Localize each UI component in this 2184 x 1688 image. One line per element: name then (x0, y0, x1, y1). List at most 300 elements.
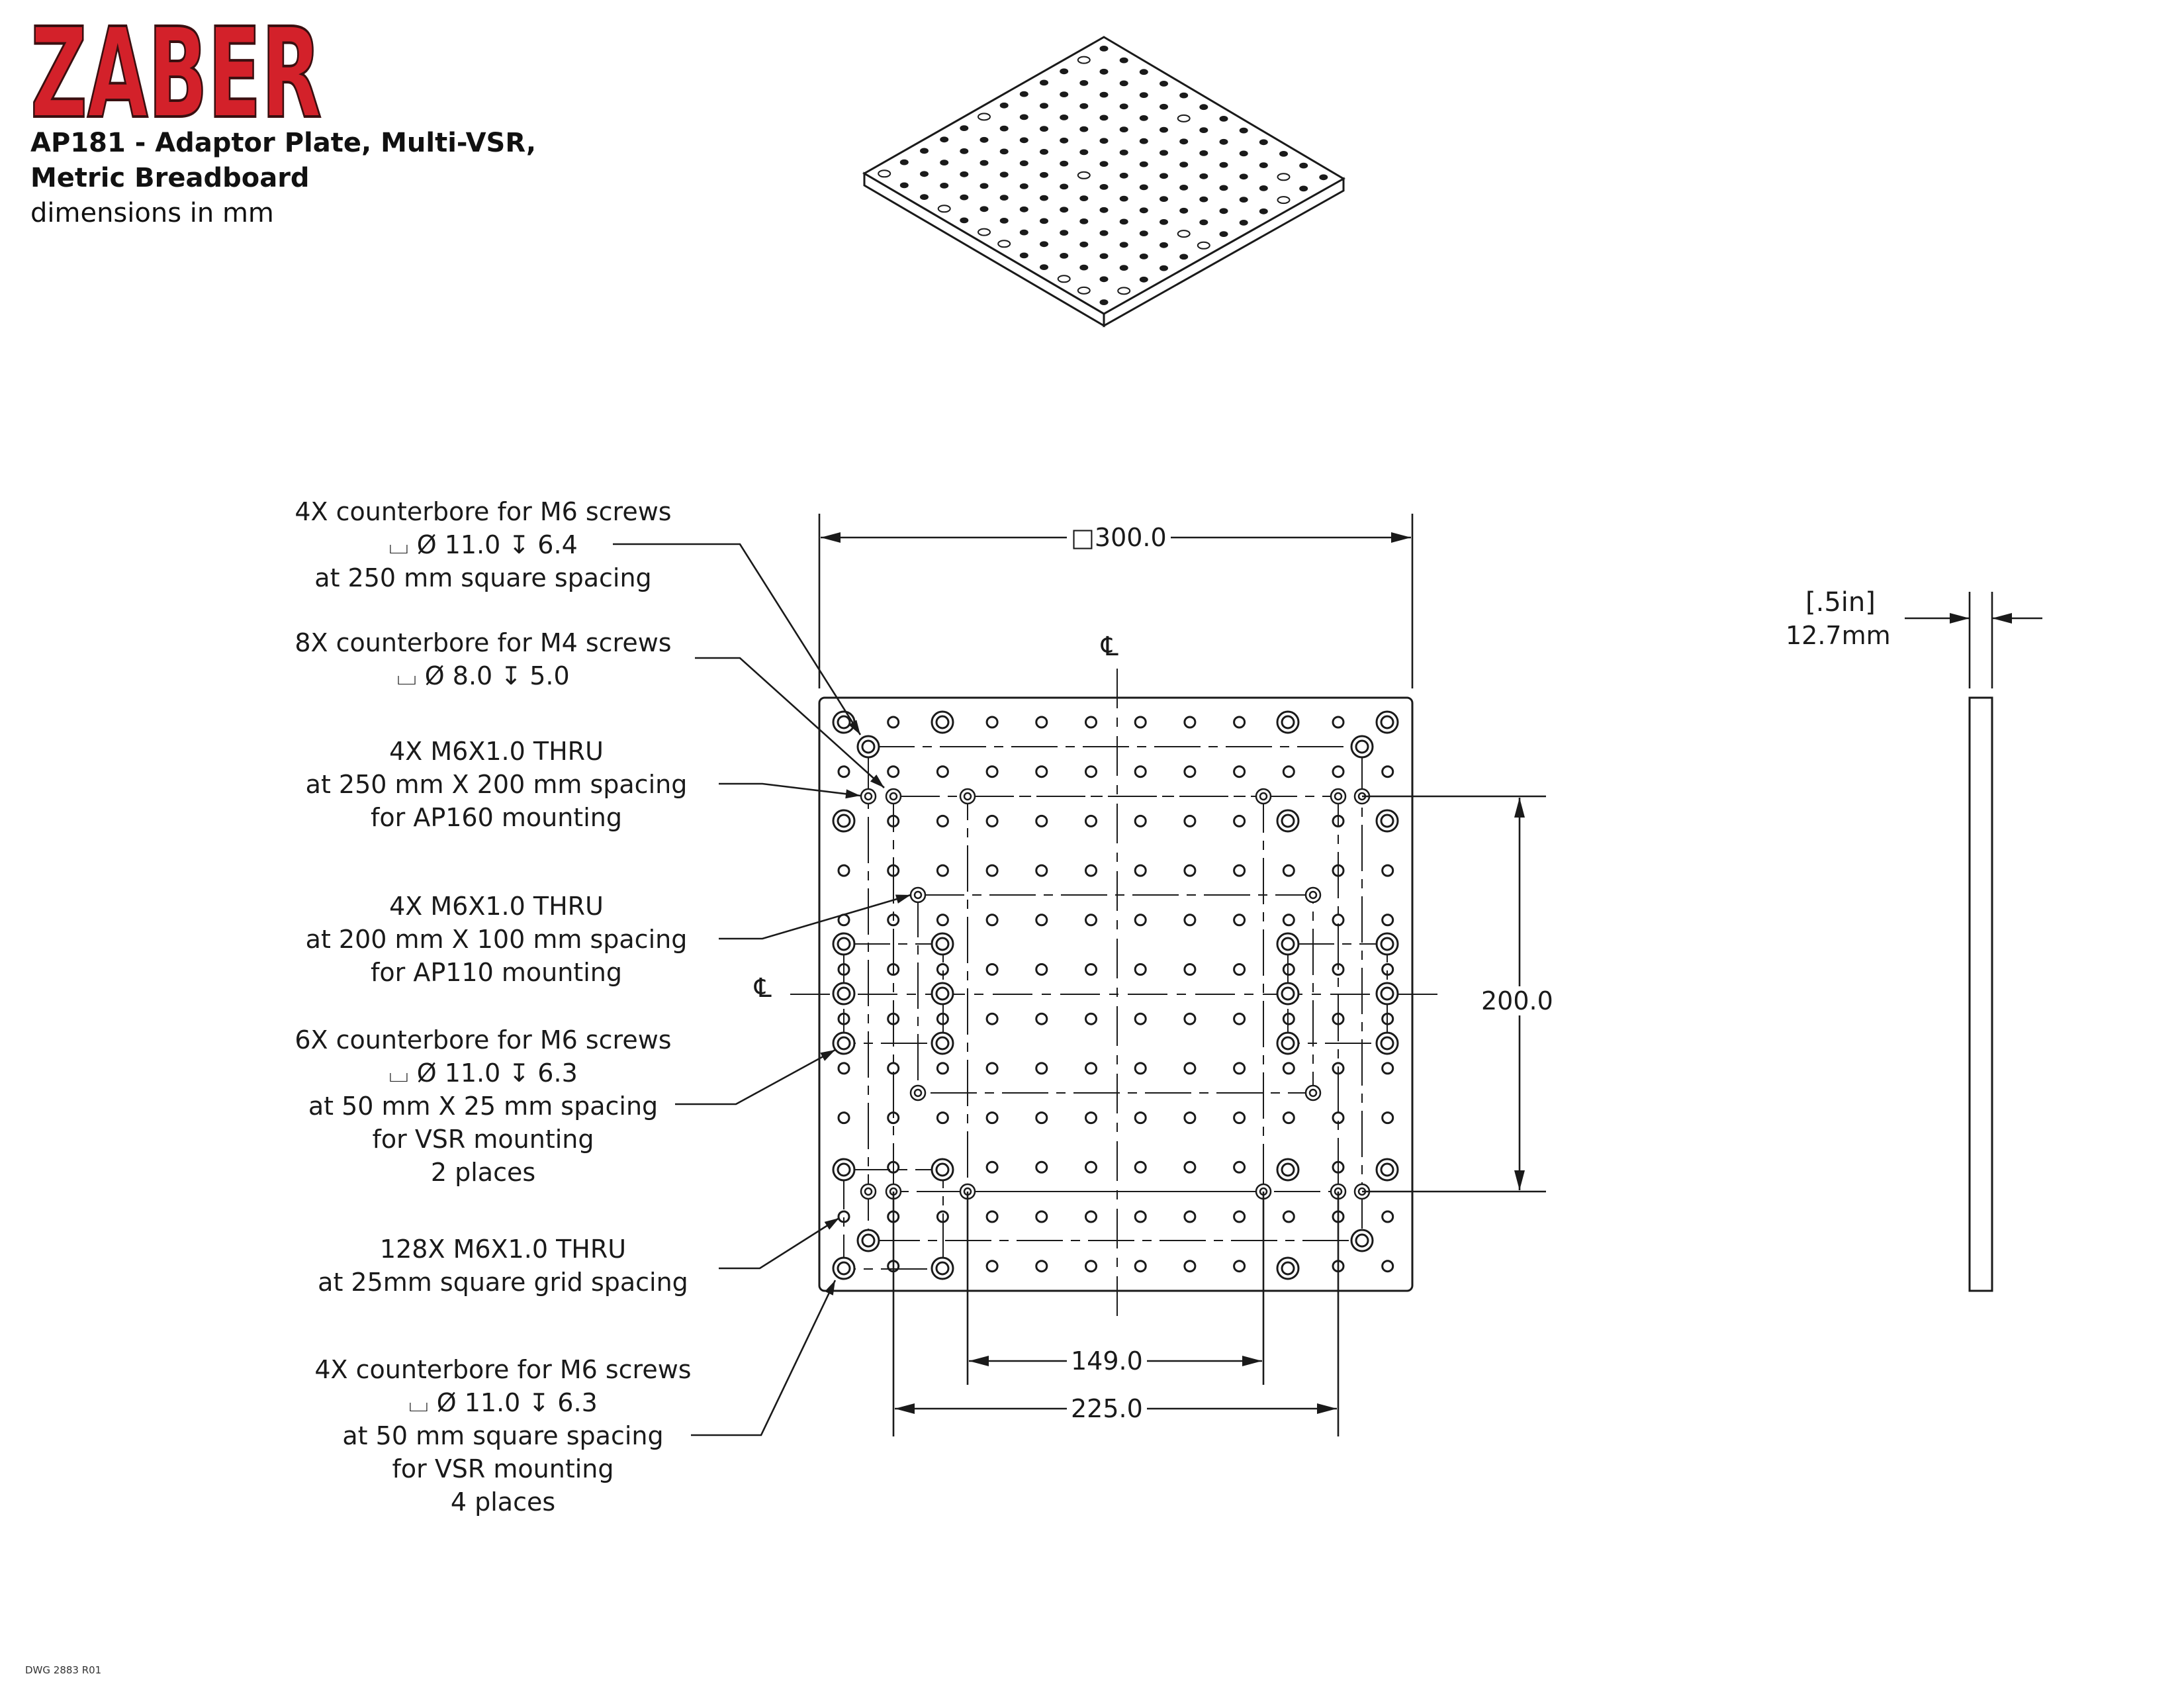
iso-hole (1080, 219, 1087, 224)
side-outline (1970, 698, 1992, 1291)
iso-hole (981, 184, 988, 189)
counterbore-m6 (1377, 1033, 1398, 1054)
iso-hole (1021, 115, 1028, 120)
iso-hole (1101, 46, 1108, 51)
counterbore-outer (932, 933, 953, 955)
iso-hole (1220, 140, 1228, 144)
grid-hole (839, 767, 849, 777)
grid-hole (1234, 767, 1245, 777)
counterbore-outer (858, 736, 879, 757)
iso-hole (1180, 209, 1187, 213)
iso-hole (1180, 139, 1187, 144)
small-hole (960, 789, 975, 804)
grid-hole (839, 865, 849, 876)
iso-hole (1060, 69, 1068, 73)
small-hole (911, 888, 925, 902)
iso-hole (1040, 196, 1048, 201)
small-hole (911, 1086, 925, 1100)
header (30, 23, 328, 122)
iso-hole (998, 240, 1010, 247)
iso-hole (1140, 93, 1148, 97)
grid-hole (1135, 1063, 1146, 1074)
iso-hole (1060, 185, 1068, 189)
grid-hole (1283, 865, 1294, 876)
iso-hole (901, 183, 908, 188)
counterbore-m6-250 (1351, 736, 1373, 757)
iso-hole (1178, 115, 1190, 122)
iso-hole (1240, 220, 1248, 225)
iso-hole (1021, 184, 1028, 189)
iso-hole (1001, 126, 1008, 131)
iso-hole (1060, 207, 1068, 212)
grid-hole (1234, 717, 1245, 727)
grid-hole (987, 1063, 997, 1074)
counterbore-outer (833, 983, 854, 1004)
grid-hole (1234, 816, 1245, 826)
counterbore-m6 (833, 933, 854, 955)
iso-hole (1320, 175, 1327, 179)
counterbore-m6 (833, 712, 854, 733)
leader-6 (719, 1218, 839, 1268)
grid-hole (937, 915, 948, 925)
iso-hole (1160, 151, 1167, 156)
iso-hole (940, 183, 948, 188)
arrow-200-top (1514, 798, 1525, 818)
plate-top-view (790, 669, 1443, 1321)
iso-hole (1160, 81, 1167, 86)
grid-hole (1036, 1063, 1047, 1074)
arrow-300-right (1391, 532, 1411, 543)
grid-hole (987, 1013, 997, 1024)
iso-hole (1198, 242, 1210, 249)
grid-hole (1283, 767, 1294, 777)
small-hole (1256, 789, 1271, 804)
iso-hole (1220, 117, 1228, 121)
iso-hole (960, 218, 968, 223)
counterbore-m6 (1377, 983, 1398, 1004)
counterbore-m6 (932, 1033, 953, 1054)
grid-hole (1185, 717, 1195, 727)
counterbore-outer (1377, 712, 1398, 733)
iso-hole (1040, 173, 1048, 177)
iso-hole (921, 171, 928, 176)
grid-hole (1383, 1211, 1393, 1222)
iso-hole (1118, 287, 1130, 294)
leader-3-arrow (845, 789, 860, 798)
iso-hole (1120, 104, 1128, 109)
iso-hole (1101, 231, 1108, 236)
grid-hole (1383, 915, 1393, 925)
counterbore-outer (1277, 983, 1298, 1004)
iso-hole (1140, 277, 1148, 282)
grid-hole (1234, 1162, 1245, 1172)
grid-hole (1234, 964, 1245, 975)
grid-hole (1036, 767, 1047, 777)
grid-hole (1086, 1261, 1097, 1272)
grid-hole (1135, 1162, 1146, 1172)
grid-hole (937, 1113, 948, 1123)
iso-hole (1120, 242, 1128, 247)
grid-hole (1036, 816, 1047, 826)
iso-hole (981, 161, 988, 165)
counterbore-outer (1351, 1230, 1373, 1251)
grid-hole (1234, 1013, 1245, 1024)
grid-hole (1383, 865, 1393, 876)
iso-hole (1120, 58, 1128, 63)
title-line-1: AP181 - Adaptor Plate, Multi-VSR, (30, 128, 537, 158)
grid-hole (839, 1063, 849, 1074)
counterbore-m6-250 (858, 1230, 879, 1251)
iso-hole (1120, 265, 1128, 270)
grid-hole (1036, 1261, 1047, 1272)
iso-hole (901, 160, 908, 165)
callout-m6-ap160: 4X M6X1.0 THRU at 250 mm X 200 mm spacing for AP160 mounting (305, 737, 688, 832)
counterbore-m6 (833, 1258, 854, 1279)
iso-hole (1160, 173, 1167, 178)
grid-hole (1234, 1113, 1245, 1123)
grid-hole (1036, 1162, 1047, 1172)
counterbore-outer (1277, 810, 1298, 831)
grid-hole (1283, 915, 1294, 925)
counterbore-m6 (1377, 810, 1398, 831)
grid-hole (888, 767, 899, 777)
counterbore-outer (932, 1258, 953, 1279)
grid-hole (1036, 865, 1047, 876)
iso-hole (938, 205, 950, 212)
iso-hole (1200, 197, 1207, 202)
iso-hole (1260, 163, 1267, 167)
grid-hole (1283, 1063, 1294, 1074)
small-hole-outer (1306, 1086, 1320, 1100)
iso-hole (1001, 150, 1008, 154)
grid-hole (1135, 816, 1146, 826)
grid-hole (1234, 1211, 1245, 1222)
grid-hole (1383, 1113, 1393, 1123)
grid-hole (1234, 865, 1245, 876)
iso-hole (1021, 138, 1028, 142)
grid-hole (987, 1113, 997, 1123)
plate-side-view (1970, 698, 1992, 1291)
iso-hole (1160, 266, 1167, 271)
grid-hole (1086, 1113, 1097, 1123)
iso-hole (1001, 172, 1008, 177)
grid-hole (1036, 915, 1047, 925)
iso-hole (878, 170, 890, 177)
small-hole (886, 789, 901, 804)
iso-hole (1180, 255, 1187, 259)
iso-hole (960, 172, 968, 177)
iso-hole (921, 195, 928, 199)
iso-hole (940, 137, 948, 142)
iso-hole (1040, 242, 1048, 246)
iso-hole (1120, 220, 1128, 224)
grid-hole (1283, 1211, 1294, 1222)
callout-counterbore-vsr-4-places: 4X counterbore for M6 screws ⌴ Ø 11.0 ↧ 6.3 at 50 mm square spacing for VSR mounting 4 places (314, 1355, 692, 1517)
iso-hole (1280, 152, 1287, 156)
iso-hole (1040, 126, 1048, 131)
grid-hole (1135, 1211, 1146, 1222)
centerline-vertical-symbol: ℄ (1101, 632, 1118, 662)
grid-hole (937, 1063, 948, 1074)
iso-hole (1001, 218, 1008, 223)
counterbore-m6 (1277, 933, 1298, 955)
counterbore-outer (858, 1230, 879, 1251)
dim-width-300: □300.0 (1067, 523, 1171, 552)
iso-hole (1220, 232, 1228, 236)
small-hole-outer (861, 789, 876, 804)
small-hole-outer (960, 789, 975, 804)
counterbore-m6 (932, 1258, 953, 1279)
iso-hole (1060, 138, 1068, 143)
subtitle: dimensions in mm (30, 198, 274, 228)
iso-hole (1101, 116, 1108, 120)
grid-hole (1234, 1261, 1245, 1272)
iso-hole (1101, 93, 1108, 97)
counterbore-m6 (1277, 810, 1298, 831)
counterbore-outer (1277, 712, 1298, 733)
small-hole (1331, 789, 1345, 804)
counterbore-m6 (1277, 1258, 1298, 1279)
iso-hole (1160, 220, 1167, 224)
grid-hole (987, 717, 997, 727)
small-hole-outer (861, 1184, 876, 1199)
iso-hole (1180, 93, 1187, 98)
counterbore-outer (1277, 1033, 1298, 1054)
iso-hole (1080, 127, 1087, 132)
dim-spacing-225: 225.0 (1067, 1394, 1147, 1423)
grid-hole (987, 767, 997, 777)
counterbore-m6 (932, 983, 953, 1004)
iso-hole (1200, 174, 1207, 179)
grid-hole (1135, 1013, 1146, 1024)
iso-hole (1040, 81, 1048, 85)
counterbore-m6 (1377, 1159, 1398, 1180)
zaber-logo (30, 23, 328, 122)
grid-hole (987, 1211, 997, 1222)
iso-hole (1140, 162, 1148, 167)
iso-hole (978, 113, 990, 120)
counterbore-m6 (1277, 983, 1298, 1004)
counterbore-outer (833, 712, 854, 733)
grid-hole (1036, 1211, 1047, 1222)
grid-hole (1086, 865, 1097, 876)
grid-hole (1185, 816, 1195, 826)
grid-hole (1333, 717, 1343, 727)
grid-hole (1135, 1113, 1146, 1123)
grid-hole (1185, 1063, 1195, 1074)
counterbore-outer (1377, 1033, 1398, 1054)
counterbore-outer (1377, 810, 1398, 831)
counterbore-m6 (1377, 933, 1398, 955)
iso-hole (1180, 185, 1187, 190)
grid-hole (1234, 1063, 1245, 1074)
dim-thickness-mm: 12.7mm (1782, 621, 1895, 650)
arrow-225-right (1317, 1403, 1337, 1414)
iso-hole (1300, 187, 1307, 191)
grid-hole (1185, 1113, 1195, 1123)
iso-hole (1140, 116, 1148, 120)
iso-hole (1120, 81, 1128, 86)
small-hole-outer (1256, 789, 1271, 804)
iso-hole (940, 160, 948, 165)
iso-hole (1260, 209, 1267, 214)
grid-hole (1185, 964, 1195, 975)
arrow-thk-left (1950, 613, 1970, 624)
iso-hole (1140, 231, 1148, 236)
counterbore-m6 (833, 810, 854, 831)
iso-hole (981, 138, 988, 142)
iso-hole (1060, 230, 1068, 235)
grid-hole (987, 816, 997, 826)
dim-spacing-149: 149.0 (1067, 1346, 1147, 1376)
grid-hole (1185, 1261, 1195, 1272)
grid-hole (1135, 915, 1146, 925)
small-hole-outer (1331, 789, 1345, 804)
grid-hole (1185, 1013, 1195, 1024)
iso-hole (1140, 70, 1148, 74)
counterbore-m6 (1377, 712, 1398, 733)
iso-hole (1101, 300, 1108, 305)
iso-hole (1220, 163, 1228, 167)
counterbore-m6 (932, 712, 953, 733)
arrow-200-bottom (1514, 1170, 1525, 1190)
iso-hole (1101, 138, 1108, 143)
iso-hole (1080, 104, 1087, 109)
iso-hole (1080, 265, 1087, 270)
counterbore-outer (833, 933, 854, 955)
counterbore-outer (932, 712, 953, 733)
iso-hole (1058, 275, 1070, 282)
counterbore-m6 (932, 1159, 953, 1180)
leader-7-arrow (825, 1280, 835, 1295)
leader-3 (719, 784, 860, 796)
grid-hole (1036, 717, 1047, 727)
counterbore-outer (1377, 933, 1398, 955)
counterbore-m6 (833, 1033, 854, 1054)
grid-hole (1036, 964, 1047, 975)
grid-hole (937, 767, 948, 777)
grid-hole (1086, 915, 1097, 925)
iso-hole (1240, 197, 1248, 202)
isometric-plate-view (864, 37, 1343, 326)
iso-hole (1160, 105, 1167, 109)
grid-hole (1283, 1113, 1294, 1123)
leader-5-arrow (820, 1050, 835, 1061)
grid-hole (1086, 767, 1097, 777)
iso-hole (1140, 185, 1148, 190)
iso-hole (1300, 164, 1307, 168)
iso-hole (978, 229, 990, 236)
iso-hole (1160, 197, 1167, 201)
drawing-number: DWG 2883 R01 (25, 1664, 102, 1676)
iso-hole (1101, 70, 1108, 74)
iso-hole (960, 195, 968, 200)
iso-hole (1180, 162, 1187, 167)
iso-hole (1080, 242, 1087, 247)
counterbore-m6-250 (1351, 1230, 1373, 1251)
dim-thickness-inch: [.5in] (1801, 588, 1880, 617)
grid-hole (937, 816, 948, 826)
counterbore-outer (1377, 1159, 1398, 1180)
iso-hole (921, 149, 928, 154)
iso-hole (1240, 152, 1248, 156)
iso-hole (1160, 128, 1167, 132)
iso-hole (1001, 195, 1008, 200)
leader-6-arrow (825, 1218, 839, 1230)
iso-hole (1060, 92, 1068, 97)
arrow-225-left (895, 1403, 915, 1414)
callout-counterbore-m4: 8X counterbore for M4 screws ⌴ Ø 8.0 ↧ 5.0 (295, 628, 672, 690)
grid-hole (1135, 865, 1146, 876)
grid-hole (987, 915, 997, 925)
small-hole (861, 1184, 876, 1199)
iso-hole (1220, 209, 1228, 213)
grid-hole (1234, 915, 1245, 925)
iso-hole (1200, 105, 1207, 109)
counterbore-m6 (932, 933, 953, 955)
iso-hole (1200, 220, 1207, 225)
iso-hole (1278, 173, 1290, 180)
grid-hole (1283, 1013, 1294, 1024)
grid-hole (1185, 1211, 1195, 1222)
iso-hole (981, 207, 988, 211)
iso-hole (1101, 254, 1108, 259)
iso-hole (1200, 151, 1207, 156)
grid-hole (1185, 865, 1195, 876)
small-hole (1306, 888, 1320, 902)
iso-hole (1001, 103, 1008, 108)
grid-hole (1135, 964, 1146, 975)
grid-hole (1135, 717, 1146, 727)
iso-hole (1200, 128, 1207, 132)
counterbore-outer (1377, 983, 1398, 1004)
iso-hole (1240, 174, 1248, 179)
iso-hole (1101, 185, 1108, 189)
counterbore-m6 (1277, 712, 1298, 733)
counterbore-m6 (1277, 1033, 1298, 1054)
leader-4 (719, 895, 911, 939)
iso-hole (1080, 196, 1087, 201)
grid-hole (888, 717, 899, 727)
iso-hole (1021, 254, 1028, 258)
callout-grid-holes: 128X M6X1.0 THRU at 25mm square grid spacing (318, 1235, 688, 1297)
iso-hole (1060, 254, 1068, 258)
iso-hole (960, 149, 968, 154)
grid-hole (1086, 1211, 1097, 1222)
small-hole (1306, 1086, 1320, 1100)
small-hole-outer (911, 1086, 925, 1100)
iso-hole (1140, 139, 1148, 144)
iso-hole (1140, 254, 1148, 259)
counterbore-outer (932, 1033, 953, 1054)
iso-hole (1060, 115, 1068, 120)
grid-hole (1185, 915, 1195, 925)
dimension-lines (819, 514, 2042, 1436)
small-hole-outer (886, 789, 901, 804)
title-line-2: Metric Breadboard (30, 163, 310, 193)
grid-hole (1135, 767, 1146, 777)
iso-hole (1078, 287, 1090, 294)
callout-m6-ap110: 4X M6X1.0 THRU at 200 mm X 100 mm spacing for AP110 mounting (305, 892, 688, 987)
counterbore-outer (833, 1258, 854, 1279)
counterbore-outer (833, 1033, 854, 1054)
grid-hole (1333, 767, 1343, 777)
small-hole-outer (911, 888, 925, 902)
iso-hole (1120, 127, 1128, 132)
iso-hole (1080, 150, 1087, 155)
iso-hole (1240, 128, 1248, 133)
iso-hole (1101, 208, 1108, 212)
